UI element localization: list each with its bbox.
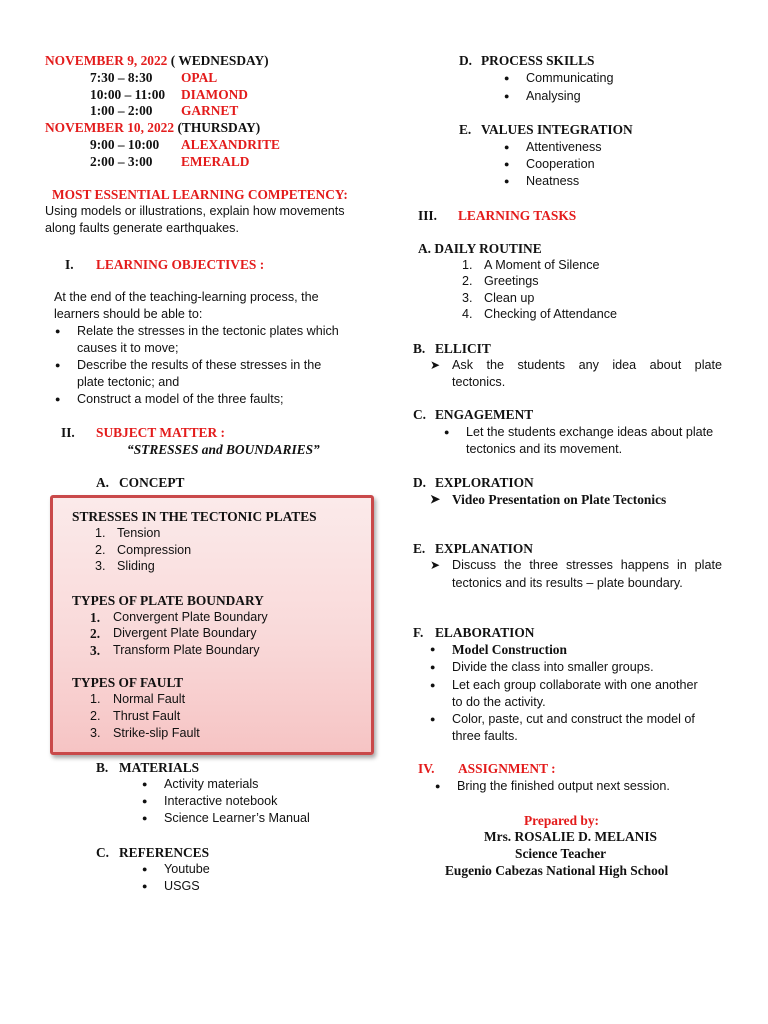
arrow-bullet-icon: ➤ bbox=[430, 558, 441, 572]
routine-number: 2. bbox=[462, 274, 473, 288]
box-item: Strike-slip Fault bbox=[113, 726, 200, 740]
values-heading: VALUES INTEGRATION bbox=[481, 122, 633, 137]
routine-item: Greetings bbox=[484, 274, 539, 288]
assignment-item: ● Bring the finished output next session. bbox=[457, 778, 670, 795]
box-item: Tension bbox=[117, 526, 161, 540]
box-item-number: 2. bbox=[90, 626, 101, 641]
routine-item: Checking of Attendance bbox=[484, 307, 618, 321]
materials-label: B. bbox=[96, 760, 109, 775]
arrow-bullet-icon: ➤ bbox=[430, 358, 441, 372]
elaboration-item: ● Let each group collaborate with one another bbox=[452, 677, 698, 694]
elaboration-label: F. bbox=[413, 625, 424, 640]
values-item: ● Cooperation bbox=[526, 156, 595, 173]
melc-text-line1: Using models or illustrations, explain how movements bbox=[45, 204, 345, 218]
elaboration-item-cont: three faults. bbox=[452, 729, 518, 743]
session-time: 2:00 – 3:00 bbox=[90, 154, 153, 169]
schedule-day2 bbox=[45, 119, 260, 136]
session-section: DIAMOND bbox=[181, 87, 248, 102]
process-heading: PROCESS SKILLS bbox=[481, 53, 595, 68]
session-section: ALEXANDRITE bbox=[181, 137, 280, 152]
box-item: Divergent Plate Boundary bbox=[113, 626, 257, 640]
session-section: GARNET bbox=[181, 103, 239, 118]
objectives-intro-line1: At the end of the teaching-learning process, the bbox=[54, 290, 319, 304]
exploration-item: Video Presentation on Plate Tectonics bbox=[452, 492, 667, 507]
box-item: Transform Plate Boundary bbox=[113, 643, 260, 657]
engagement-label: C. bbox=[413, 407, 427, 422]
values-item: ● Attentiveness bbox=[526, 139, 602, 156]
explanation-text-line1: Discuss the three stresses happens in plate bbox=[452, 558, 722, 572]
subject-numeral: II. bbox=[61, 425, 75, 440]
explanation-text-line2: tectonics and its results – plate boundary. bbox=[452, 576, 683, 590]
day1-date: NOVEMBER 9, 2022 bbox=[45, 53, 168, 68]
prepared-by: Prepared by: bbox=[524, 813, 600, 828]
melc-text-line2: along faults generate earthquakes. bbox=[45, 221, 239, 235]
references-item: ● Youtube bbox=[164, 861, 210, 878]
routine-number: 1. bbox=[462, 258, 473, 272]
materials-item: ● Interactive notebook bbox=[164, 793, 277, 810]
materials-heading: MATERIALS bbox=[119, 760, 200, 775]
objective-item: ● Describe the results of these stresses in the bbox=[77, 357, 321, 374]
values-item: ● Neatness bbox=[526, 173, 579, 190]
box-item: Normal Fault bbox=[113, 692, 186, 706]
session-time: 9:00 – 10:00 bbox=[90, 137, 160, 152]
box-item: Thrust Fault bbox=[113, 709, 181, 723]
session-section: OPAL bbox=[181, 70, 218, 85]
engagement-heading: ENGAGEMENT bbox=[435, 407, 534, 422]
references-item: ● USGS bbox=[164, 878, 200, 895]
box-item: Convergent Plate Boundary bbox=[113, 610, 268, 624]
routine-item: Clean up bbox=[484, 291, 535, 305]
materials-item: ● Activity materials bbox=[164, 776, 258, 793]
materials-item: ● Science Learner’s Manual bbox=[164, 810, 310, 827]
elaboration-item-cont: to do the activity. bbox=[452, 695, 546, 709]
box-item-number: 3. bbox=[95, 559, 106, 573]
elaboration-item: ● Color, paste, cut and construct the model of bbox=[452, 711, 695, 728]
box-group-title: STRESSES IN THE TECTONIC PLATES bbox=[72, 509, 317, 524]
box-item: Sliding bbox=[117, 559, 155, 573]
box-item-number: 1. bbox=[95, 526, 106, 540]
subject-heading: SUBJECT MATTER : bbox=[96, 425, 225, 440]
objective-item-cont: plate tectonic; and bbox=[77, 375, 180, 389]
objectives-heading: LEARNING OBJECTIVES : bbox=[96, 257, 265, 272]
box-item-number: 1. bbox=[90, 610, 101, 625]
process-item: ● Communicating bbox=[526, 70, 614, 87]
session-section: EMERALD bbox=[181, 154, 250, 169]
teacher-position: Science Teacher bbox=[515, 846, 607, 861]
concept-label: A. bbox=[96, 475, 110, 490]
day1-weekday: ( WEDNESDAY) bbox=[170, 53, 269, 68]
values-label: E. bbox=[459, 122, 472, 137]
teacher-name: Mrs. ROSALIE D. MELANIS bbox=[484, 829, 657, 844]
tasks-numeral: III. bbox=[418, 208, 437, 223]
ellicit-text-line2: tectonics. bbox=[452, 375, 506, 389]
box-item-number: 1. bbox=[90, 692, 101, 706]
box-item-number: 2. bbox=[90, 709, 101, 723]
objective-item-cont: causes it to move; bbox=[77, 341, 179, 355]
schedule-day1 bbox=[45, 52, 269, 69]
routine-number: 3. bbox=[462, 291, 473, 305]
routine-heading: A. DAILY ROUTINE bbox=[418, 241, 542, 256]
box-item-number: 3. bbox=[90, 643, 101, 658]
exploration-heading: EXPLORATION bbox=[435, 475, 534, 490]
objective-item: ● Relate the stresses in the tectonic plates which bbox=[77, 323, 339, 340]
box-item-number: 2. bbox=[95, 543, 106, 557]
concept-heading: CONCEPT bbox=[119, 475, 185, 490]
references-label: C. bbox=[96, 845, 110, 860]
session-time: 10:00 – 11:00 bbox=[90, 87, 166, 102]
routine-item: A Moment of Silence bbox=[484, 258, 600, 272]
objectives-numeral: I. bbox=[65, 257, 74, 272]
session-time: 7:30 – 8:30 bbox=[90, 70, 153, 85]
process-label: D. bbox=[459, 53, 473, 68]
engagement-item: ● Let the students exchange ideas about plate bbox=[466, 424, 713, 441]
arrow-bullet-icon: ➤ bbox=[430, 492, 441, 506]
tasks-heading: LEARNING TASKS bbox=[458, 208, 577, 223]
box-item: Compression bbox=[117, 543, 192, 557]
school-name: Eugenio Cabezas National High School bbox=[445, 863, 669, 878]
references-heading: REFERENCES bbox=[119, 845, 210, 860]
box-group-title: TYPES OF FAULT bbox=[72, 675, 184, 690]
box-group-title: TYPES OF PLATE BOUNDARY bbox=[72, 593, 264, 608]
box-item-number: 3. bbox=[90, 726, 101, 740]
assignment-numeral: IV. bbox=[418, 761, 435, 776]
explanation-heading: EXPLANATION bbox=[435, 541, 533, 556]
process-item: ● Analysing bbox=[526, 88, 581, 105]
ellicit-label: B. bbox=[413, 341, 426, 356]
elaboration-item: ● Divide the class into smaller groups. bbox=[452, 659, 654, 676]
objectives-intro-line2: learners should be able to: bbox=[54, 307, 203, 321]
day2-date: NOVEMBER 10, 2022 bbox=[45, 120, 175, 135]
subject-title: “STRESSES and BOUNDARIES” bbox=[127, 442, 320, 457]
ellicit-text-line1: Ask the students any idea about plate bbox=[452, 358, 722, 372]
session-time: 1:00 – 2:00 bbox=[90, 103, 153, 118]
routine-number: 4. bbox=[462, 307, 473, 321]
day2-weekday: (THURSDAY) bbox=[177, 120, 261, 135]
objective-item: ● Construct a model of the three faults; bbox=[77, 391, 284, 408]
exploration-label: D. bbox=[413, 475, 427, 490]
elaboration-item: ● Model Construction bbox=[452, 641, 567, 658]
elaboration-heading: ELABORATION bbox=[435, 625, 535, 640]
melc-heading: MOST ESSENTIAL LEARNING COMPETENCY: bbox=[52, 187, 348, 202]
assignment-heading: ASSIGNMENT : bbox=[458, 761, 556, 776]
explanation-label: E. bbox=[413, 541, 426, 556]
ellicit-heading: ELLICIT bbox=[435, 341, 491, 356]
engagement-item-cont: tectonics and its movement. bbox=[466, 442, 623, 456]
